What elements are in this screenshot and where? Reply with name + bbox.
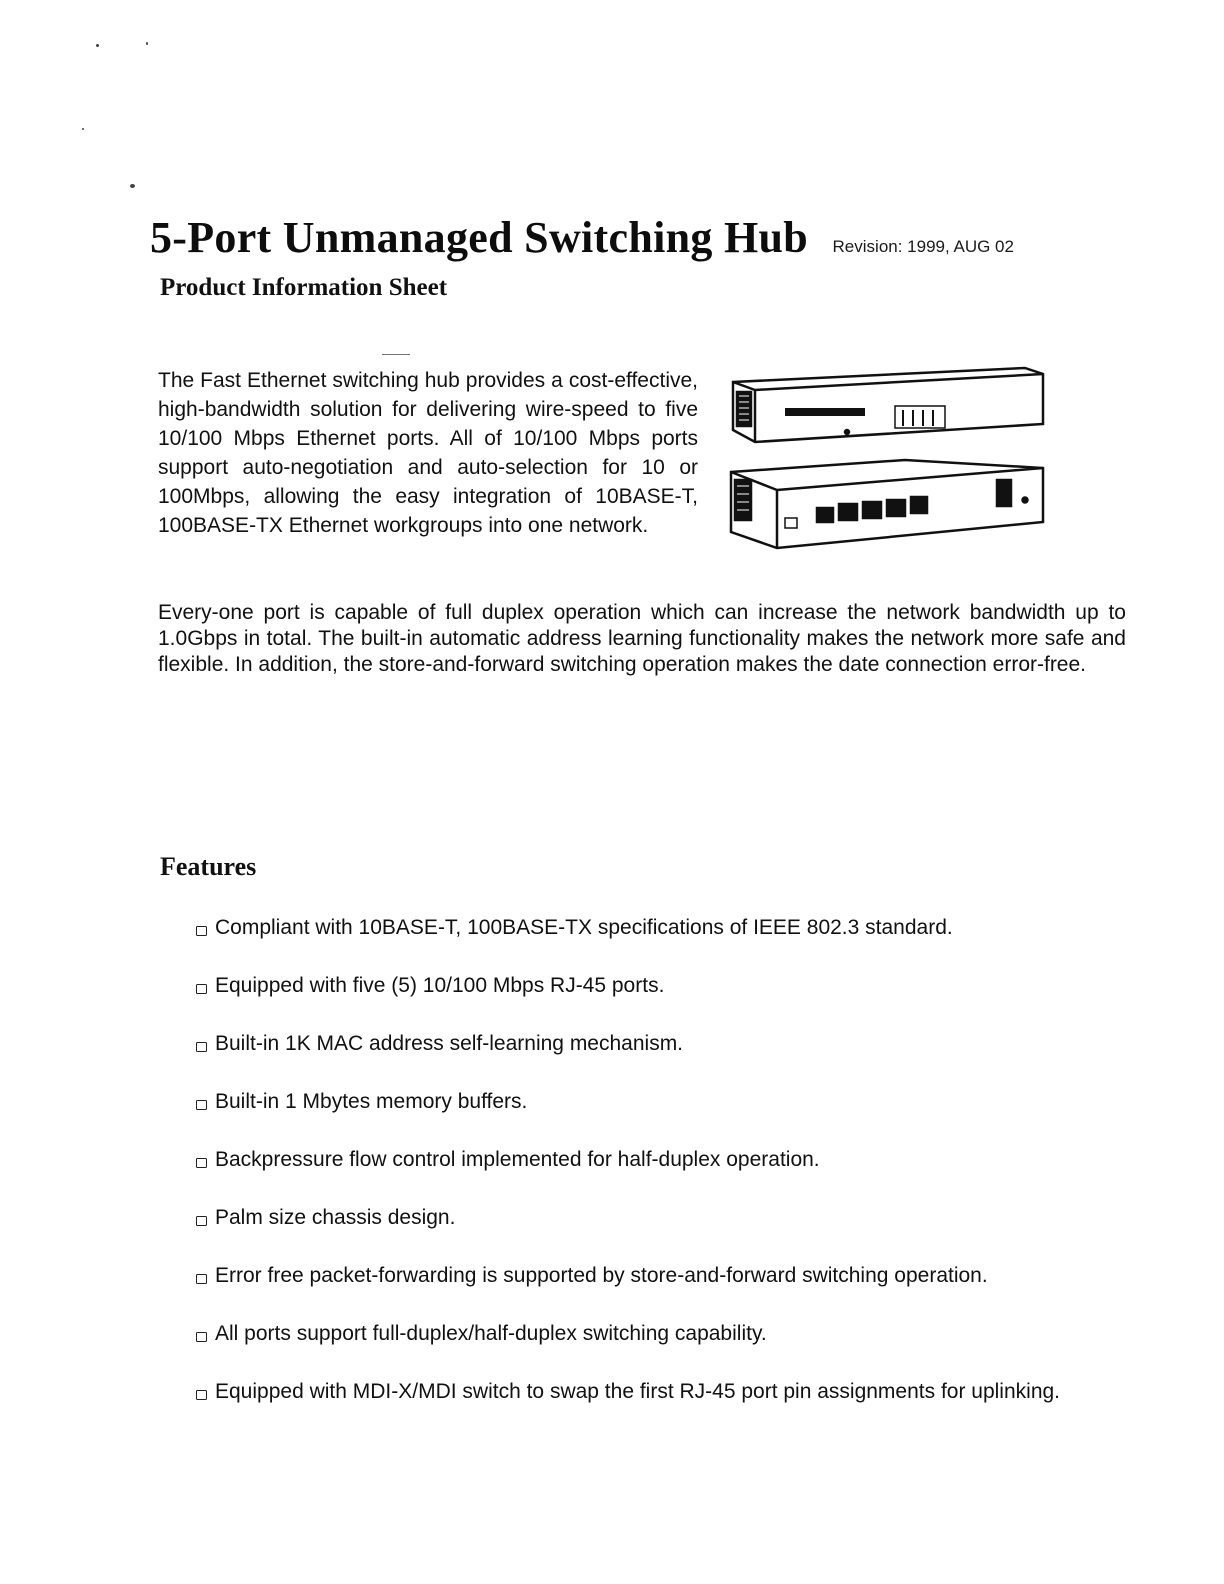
checkbox-icon bbox=[196, 1158, 207, 1168]
intro-paragraph: The Fast Ethernet switching hub provides a cost-effective, high-bandwidth solution for delivering wire-speed to five 10/100 Mbps Ethernet ports. All of 10/100 Mbps ports support auto-negotiation and auto-selection for 10 or 100Mbps, allowing the easy integration of 10BASE-T, 100BASE-TX Ethernet workgroups into one network. bbox=[158, 369, 698, 537]
page-title: 5-Port Unmanaged Switching Hub bbox=[150, 213, 809, 262]
feature-text: Backpressure flow control implemented for half-duplex operation. bbox=[215, 1148, 820, 1171]
list-item bbox=[196, 1030, 1096, 1057]
feature-text: Palm size chassis design. bbox=[215, 1206, 456, 1229]
list-item bbox=[196, 1378, 1096, 1405]
checkbox-icon bbox=[196, 1332, 207, 1342]
feature-text: Equipped with MDI-X/MDI switch to swap the first RJ-45 port pin assignments for uplinking. bbox=[215, 1380, 1061, 1403]
switch-front-view bbox=[733, 368, 1043, 442]
features-heading: Features bbox=[160, 852, 257, 881]
scan-speck bbox=[82, 128, 84, 130]
checkbox-icon bbox=[196, 1100, 207, 1110]
feature-text: Equipped with five (5) 10/100 Mbps RJ-45 ports. bbox=[215, 974, 665, 997]
list-item bbox=[196, 1204, 1096, 1231]
switch-device-icon bbox=[725, 360, 1055, 560]
feature-text: Error free packet-forwarding is supported by store-and-forward switching operation. bbox=[215, 1264, 988, 1287]
checkbox-icon bbox=[196, 926, 207, 936]
list-item bbox=[196, 1262, 1096, 1289]
feature-text: Compliant with 10BASE-T, 100BASE-TX specifications of IEEE 802.3 standard. bbox=[215, 916, 953, 939]
list-item bbox=[196, 1146, 1096, 1173]
list-item bbox=[196, 1088, 1096, 1115]
list-item bbox=[196, 1320, 1096, 1347]
features-list bbox=[196, 914, 1096, 1436]
feature-text: All ports support full-duplex/half-duplex switching capability. bbox=[215, 1322, 767, 1345]
description-paragraph: Every-one port is capable of full duplex operation which can increase the network bandwidth up to 1.0Gbps in total. The built-in automatic address learning functionality makes the network more safe and flexible. In addition, the store-and-forward switching operation makes the date connection error-free. bbox=[158, 601, 1126, 676]
checkbox-icon bbox=[196, 1390, 207, 1400]
feature-text: Built-in 1 Mbytes memory buffers. bbox=[215, 1090, 528, 1113]
scan-speck bbox=[96, 44, 99, 47]
scan-speck bbox=[146, 42, 148, 45]
title-row bbox=[150, 212, 1150, 263]
switch-rear-view bbox=[731, 460, 1043, 548]
checkbox-icon bbox=[196, 984, 207, 994]
scan-speck bbox=[130, 184, 135, 188]
page-subtitle: Product Information Sheet bbox=[160, 274, 448, 301]
feature-text: Built-in 1K MAC address self-learning mechanism. bbox=[215, 1032, 684, 1055]
list-item bbox=[196, 972, 1096, 999]
list-item bbox=[196, 914, 1096, 941]
divider bbox=[382, 354, 410, 355]
checkbox-icon bbox=[196, 1042, 207, 1052]
revision-label: Revision: 1999, AUG 02 bbox=[832, 237, 1014, 256]
checkbox-icon bbox=[196, 1216, 207, 1226]
checkbox-icon bbox=[196, 1274, 207, 1284]
